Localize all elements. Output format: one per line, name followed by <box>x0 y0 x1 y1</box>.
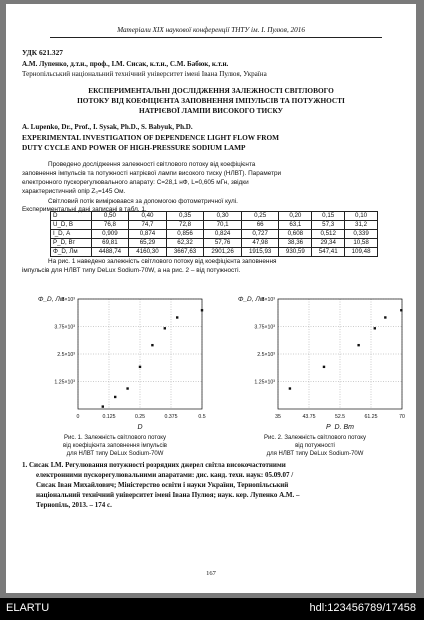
table-cell: 0,608 <box>279 230 312 239</box>
table-cell: 3667,63 <box>166 248 204 257</box>
title-ua-line3: НАТРІЄВОЇ ЛАМПИ ВИСОКОГО ТИСКУ <box>139 106 283 115</box>
x-tick-label: 70 <box>399 414 405 420</box>
title-en-line1: EXPERIMENTAL INVESTIGATION OF DEPENDENCE LIGHT FLOW FROM <box>22 133 280 142</box>
running-header: Матеріали XIX наукової конференції ТНТУ ім. І. Пулюя, 2016 <box>117 26 305 34</box>
paper-page <box>6 4 416 593</box>
table-cell: 0,50 <box>91 212 129 221</box>
title-ua-line2: ПОТОКУ ВІД КОЕФІЦІЄНТА ЗАПОВНЕННЯ ІМПУЛЬСІВ ТА ПОТУЖНОСТІ <box>77 96 345 105</box>
table-cell: 0,25 <box>241 212 279 221</box>
reference-line4: національний технічний університет імені Івана Пулюя; наук. кер. Лупенко А.М. – <box>36 491 300 499</box>
table-cell: 547,41 <box>312 248 345 257</box>
table-cell: 0,727 <box>241 230 279 239</box>
y-tick-label: 1.25×10³ <box>254 379 275 386</box>
table-cell: 70,1 <box>204 221 242 230</box>
data-point <box>374 327 376 329</box>
table-cell: 31,2 <box>345 221 378 230</box>
table-cell: 63,1 <box>279 221 312 230</box>
table-cell: 57,76 <box>204 239 242 248</box>
table-cell: 0,20 <box>279 212 312 221</box>
x-tick-label: 35 <box>275 414 281 420</box>
data-point <box>126 387 128 389</box>
table-cell: 57,3 <box>312 221 345 230</box>
table-cell: 0,824 <box>204 230 242 239</box>
data-table <box>50 211 378 257</box>
fig2-caption-line2: від потужності <box>295 443 335 449</box>
affiliation-ua: Тернопільський національний технічний університет імені Івана Пулюя, Україна <box>22 70 267 78</box>
table-cell: D <box>51 212 92 221</box>
x-tick-label: 61.25 <box>364 414 378 420</box>
data-point <box>151 344 153 346</box>
table-cell: 0,339 <box>345 230 378 239</box>
y-tick-label: 1.25×10³ <box>54 379 75 386</box>
fig2-caption-line3: для НЛВТ типу DeLux Sodium-70W <box>266 451 364 457</box>
x-axis-label: P_D, Вт <box>325 424 355 429</box>
table-cell: 10,58 <box>345 239 378 248</box>
table-cell: 62,32 <box>166 239 204 248</box>
table-cell: 0,10 <box>345 212 378 221</box>
table-row <box>51 239 378 248</box>
table-cell: 69,81 <box>91 239 129 248</box>
reference-line1: 1. Сисак І.М. Регулювання потужності розрядних джерел світла високочастотними <box>22 461 286 469</box>
method-line1: Світловий потік вимірювався за допомогою фотометричної кулі. <box>48 198 238 205</box>
intro-line1: Проведено дослідження залежності світлового потоку від коефіцієнта <box>48 161 256 168</box>
table-row <box>51 212 378 221</box>
table-cell: 76,8 <box>91 221 129 230</box>
table-cell: 930,59 <box>279 248 312 257</box>
table-row <box>51 230 378 239</box>
data-point <box>400 309 402 311</box>
reference-line2: електронними пускорегулювальними апаратами: дис. канд. техн. наук: 05.09.07 / <box>36 471 294 479</box>
x-tick-label: 0 <box>76 414 80 420</box>
table-cell: 109,48 <box>345 248 378 257</box>
figures-intro-line2: імпульсів для НЛВТ типу DeLux Sodium-70W, а на рис. 2 – від потужності. <box>22 267 241 274</box>
table-cell: 74,7 <box>129 221 167 230</box>
x-tick-label: 43.75 <box>302 414 316 420</box>
table-cell: 0,512 <box>312 230 345 239</box>
table-cell: I_D, А <box>51 230 92 239</box>
x-axis-label: D <box>137 424 143 429</box>
authors-en: A. Lupenko, Dr., Prof., I. Sysak, Ph.D., S. Babyuk, Ph.D. <box>22 123 193 131</box>
y-axis-label: Φ_D, Лм <box>238 296 265 303</box>
table-cell: 0,35 <box>166 212 204 221</box>
table-cell: U_D, В <box>51 221 92 230</box>
x-tick-label: 0.5 <box>198 414 206 420</box>
x-tick-label: 0.25 <box>134 414 146 420</box>
chart-flux-vs-duty-cycle <box>20 279 210 429</box>
fig2-caption-line1: Рис. 2. Залежність світлового потоку <box>263 435 366 441</box>
chart-flux-vs-power <box>220 279 410 429</box>
title-ua-line1: ЕКСПЕРИМЕНТАЛЬНІ ДОСЛІДЖЕННЯ ЗАЛЕЖНОСТІ СВІТЛОВОГО <box>88 86 334 95</box>
table-cell: 65,29 <box>129 239 167 248</box>
y-tick-label: 5×10³ <box>261 297 275 303</box>
repository-name: ELARTU <box>6 602 50 614</box>
y-tick-label: 2.5×10³ <box>57 352 75 358</box>
data-point <box>164 327 166 329</box>
fig1-caption-line1: Рис. 1. Залежність світлового потоку <box>63 435 166 441</box>
fig1-caption-line3: для НЛВТ типу DeLux Sodium-70W <box>66 451 164 457</box>
repository-footer-bar <box>0 598 424 620</box>
udc-code: УДК 621.327 <box>22 48 63 57</box>
intro-line4: характеристичний опір Z₀=145 Ом. <box>22 188 126 195</box>
data-point <box>384 316 386 318</box>
reference-line3: Сисак Іван Михайлович; Міністерство освіти і науки України, Тернопільський <box>36 481 289 489</box>
y-tick-label: 5×10³ <box>61 297 75 303</box>
data-point <box>102 405 104 407</box>
x-tick-label: 0.375 <box>164 414 178 420</box>
title-en-line2: DUTY CYCLE AND POWER OF HIGH-PRESSURE SODIUM LAMP <box>22 143 246 152</box>
table-cell: 38,36 <box>279 239 312 248</box>
data-point <box>176 316 178 318</box>
table-cell: 4160,30 <box>129 248 167 257</box>
table-cell: 0,856 <box>166 230 204 239</box>
table-cell: 29,34 <box>312 239 345 248</box>
table-cell: 0,909 <box>91 230 129 239</box>
table-cell: P_D, Вт <box>51 239 92 248</box>
data-point <box>289 387 291 389</box>
table-cell: 0,40 <box>129 212 167 221</box>
intro-line2: заповнення імпульсів та потужності натрієвої лампи високого тиску (НЛВТ). Параметри <box>22 170 282 177</box>
y-tick-label: 3.75×10³ <box>254 324 275 331</box>
authors-ua: А.М. Лупенко, д.т.н., проф., І.М. Сисак, к.т.н., С.М. Бабюк, к.т.н. <box>22 60 229 68</box>
table-cell: 1915,93 <box>241 248 279 257</box>
intro-line3: електронного пускорегулювального апарату: C=28,1 нФ, L=0,605 мГн, звідки <box>22 179 249 186</box>
table-cell: 4488,74 <box>91 248 129 257</box>
table-cell: 0,15 <box>312 212 345 221</box>
table-cell: 47,98 <box>241 239 279 248</box>
table-cell: Φ_D, Лм <box>51 248 92 257</box>
data-point <box>201 309 203 311</box>
x-tick-label: 0.125 <box>102 414 116 420</box>
y-tick-label: 3.75×10³ <box>54 324 75 331</box>
page-number: 167 <box>206 570 216 577</box>
table-row <box>51 221 378 230</box>
table-cell: 0,874 <box>129 230 167 239</box>
data-point <box>323 366 325 368</box>
table-cell: 0,30 <box>204 212 242 221</box>
table-cell: 66 <box>241 221 279 230</box>
header-rule <box>50 37 382 38</box>
figures-intro-line1: На рис. 1 наведено залежність світлового потоку від коефіцієнта заповнення <box>48 258 277 265</box>
data-point <box>139 366 141 368</box>
x-tick-label: 52.5 <box>334 414 346 420</box>
data-point <box>114 396 116 398</box>
method-line2: Експериментальні дані записані в табл. 1. <box>22 206 147 213</box>
handle-id: hdl:123456789/17458 <box>309 602 416 614</box>
y-tick-label: 2.5×10³ <box>257 352 275 358</box>
fig1-caption-line2: від коефіцієнта заповнення імпульсів <box>63 443 167 449</box>
y-axis-label: Φ_D, Лм <box>38 296 65 303</box>
table-row <box>51 248 378 257</box>
table-cell: 72,8 <box>166 221 204 230</box>
data-point <box>357 344 359 346</box>
reference-line5: Тернопіль, 2013. – 174 с. <box>36 501 112 509</box>
table-cell: 2901,26 <box>204 248 242 257</box>
